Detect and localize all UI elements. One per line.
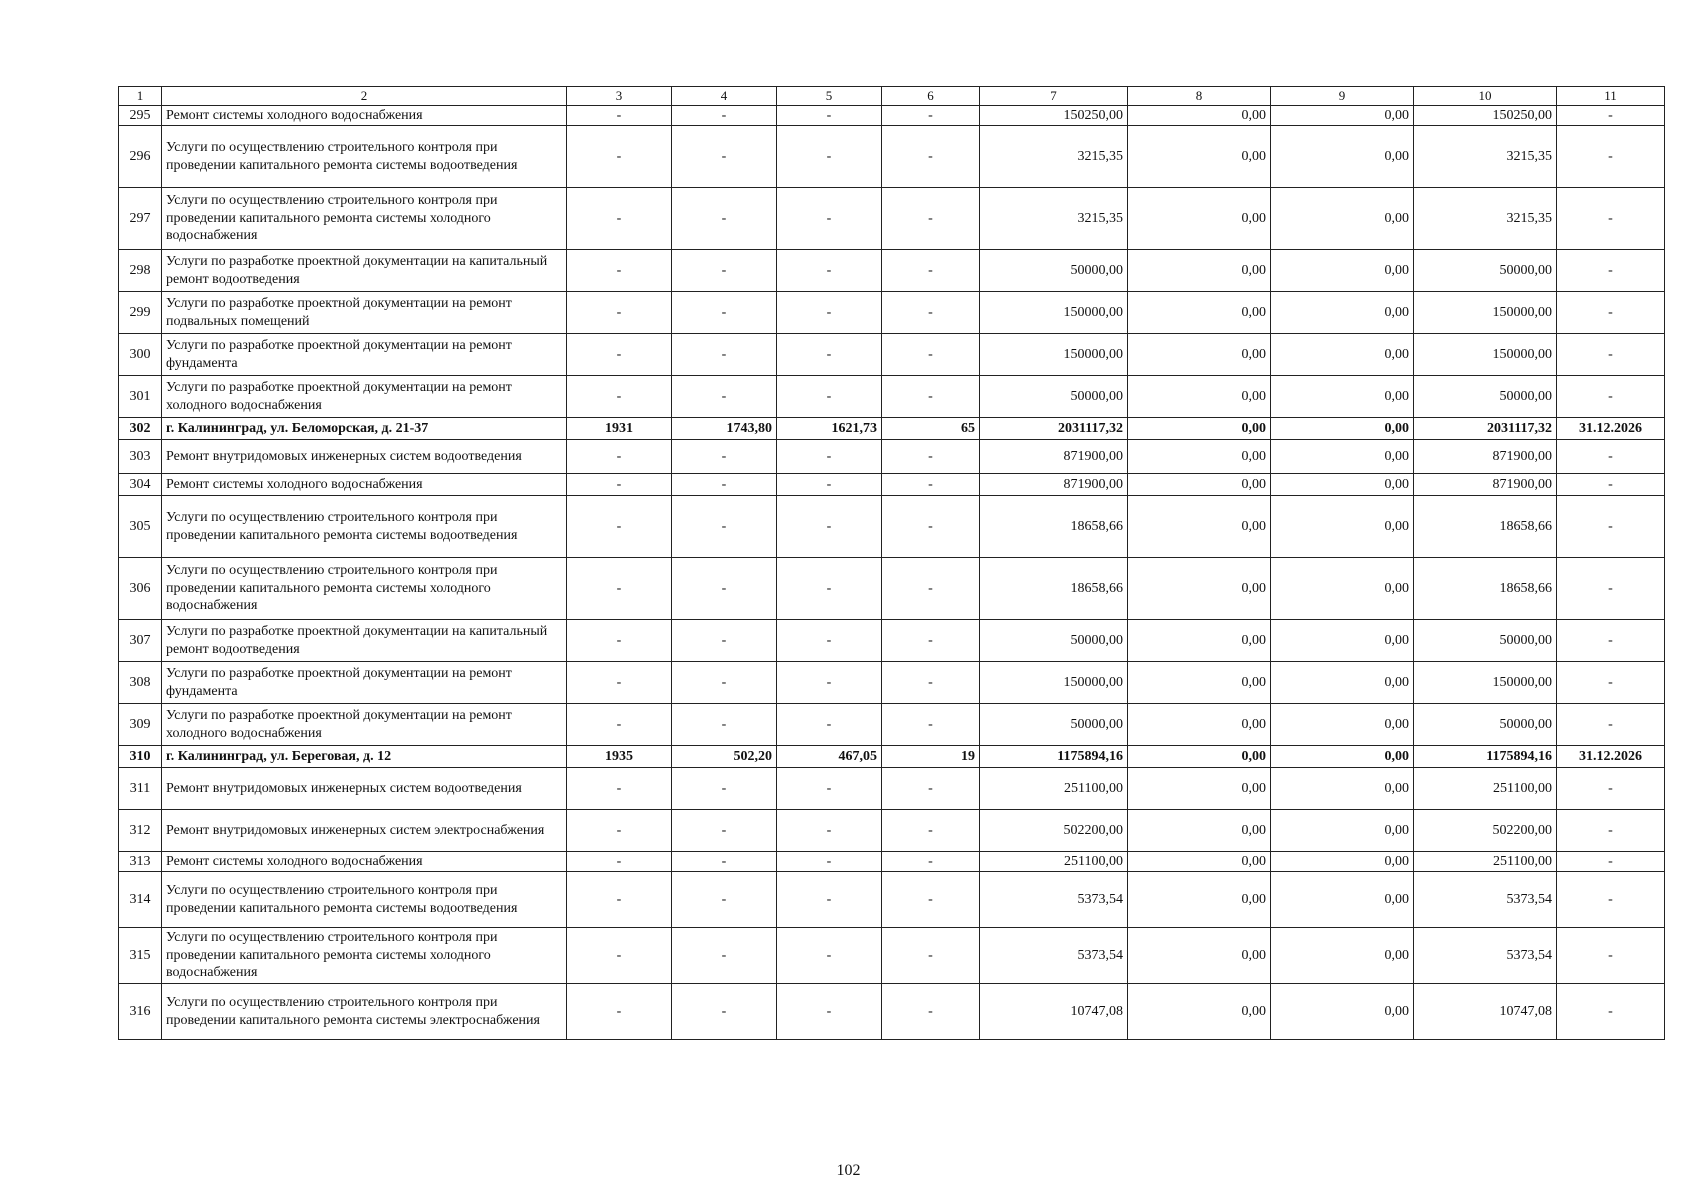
col-7: 150250,00	[980, 106, 1128, 126]
col-10: 150000,00	[1414, 662, 1557, 704]
col-6: -	[882, 474, 980, 496]
col-11: -	[1557, 810, 1665, 852]
page-number: 102	[836, 1162, 861, 1179]
table-row	[119, 496, 1665, 558]
header-cell: 2	[162, 87, 567, 106]
work-name: Услуги по разработке проектной документации на капитальный ремонт водоотведения	[162, 620, 567, 662]
col-5: -	[777, 376, 882, 418]
col-7: 10747,08	[980, 984, 1128, 1040]
col-9: 0,00	[1271, 188, 1414, 250]
address-row	[119, 746, 1665, 768]
col-11: -	[1557, 620, 1665, 662]
col-10: 3215,35	[1414, 126, 1557, 188]
row-number: 301	[119, 376, 162, 418]
col-8: 0,00	[1128, 810, 1271, 852]
col-10: 18658,66	[1414, 496, 1557, 558]
col-11: -	[1557, 474, 1665, 496]
row-number: 296	[119, 126, 162, 188]
col-4: -	[672, 126, 777, 188]
col-5: -	[777, 620, 882, 662]
col-3: -	[567, 852, 672, 872]
col-4: -	[672, 704, 777, 746]
header-cell: 5	[777, 87, 882, 106]
col-9: 0,00	[1271, 126, 1414, 188]
col-9: 0,00	[1271, 376, 1414, 418]
col-6: -	[882, 106, 980, 126]
col-8: 0,00	[1128, 928, 1271, 984]
col-7: 502200,00	[980, 810, 1128, 852]
col-6: -	[882, 334, 980, 376]
col-5: -	[777, 558, 882, 620]
col-6: -	[882, 440, 980, 474]
col-5: 1621,73	[777, 418, 882, 440]
col-8: 0,00	[1128, 984, 1271, 1040]
col-9: 0,00	[1271, 334, 1414, 376]
col-8: 0,00	[1128, 620, 1271, 662]
col-11: -	[1557, 292, 1665, 334]
col-3: -	[567, 984, 672, 1040]
work-name: Услуги по осуществлению строительного контроля при проведении капитального ремонта системы холодного водоснабжения	[162, 188, 567, 250]
col-10: 1175894,16	[1414, 746, 1557, 768]
col-9: 0,00	[1271, 852, 1414, 872]
header-cell: 8	[1128, 87, 1271, 106]
col-6: -	[882, 620, 980, 662]
col-7: 150000,00	[980, 662, 1128, 704]
row-number: 295	[119, 106, 162, 126]
col-8: 0,00	[1128, 872, 1271, 928]
work-name: г. Калининград, ул. Беломорская, д. 21-37	[162, 418, 567, 440]
col-5: -	[777, 440, 882, 474]
col-11: -	[1557, 662, 1665, 704]
row-number: 307	[119, 620, 162, 662]
col-4: -	[672, 376, 777, 418]
col-4: -	[672, 620, 777, 662]
row-number: 312	[119, 810, 162, 852]
col-7: 251100,00	[980, 768, 1128, 810]
table-row	[119, 250, 1665, 292]
col-6: -	[882, 810, 980, 852]
col-9: 0,00	[1271, 746, 1414, 768]
row-number: 310	[119, 746, 162, 768]
col-4: -	[672, 474, 777, 496]
col-10: 150000,00	[1414, 334, 1557, 376]
col-4: -	[672, 188, 777, 250]
table-row	[119, 188, 1665, 250]
column-number-header	[119, 87, 1665, 106]
work-name: г. Калининград, ул. Береговая, д. 12	[162, 746, 567, 768]
table-row	[119, 334, 1665, 376]
col-10: 150000,00	[1414, 292, 1557, 334]
col-5: -	[777, 334, 882, 376]
work-name: Ремонт внутридомовых инженерных систем водоотведения	[162, 440, 567, 474]
table-row	[119, 872, 1665, 928]
col-9: 0,00	[1271, 496, 1414, 558]
header-cell: 9	[1271, 87, 1414, 106]
col-8: 0,00	[1128, 418, 1271, 440]
col-7: 2031117,32	[980, 418, 1128, 440]
col-4: -	[672, 334, 777, 376]
col-4: -	[672, 250, 777, 292]
col-8: 0,00	[1128, 704, 1271, 746]
col-3: -	[567, 126, 672, 188]
col-6: 19	[882, 746, 980, 768]
col-11: -	[1557, 334, 1665, 376]
col-7: 871900,00	[980, 474, 1128, 496]
row-number: 309	[119, 704, 162, 746]
col-5: -	[777, 872, 882, 928]
row-number: 300	[119, 334, 162, 376]
col-5: -	[777, 768, 882, 810]
row-number: 297	[119, 188, 162, 250]
col-7: 50000,00	[980, 250, 1128, 292]
work-name: Услуги по разработке проектной документации на ремонт фундамента	[162, 334, 567, 376]
col-9: 0,00	[1271, 474, 1414, 496]
header-cell: 6	[882, 87, 980, 106]
work-name: Услуги по осуществлению строительного контроля при проведении капитального ремонта системы водоотведения	[162, 872, 567, 928]
col-3: -	[567, 250, 672, 292]
col-8: 0,00	[1128, 496, 1271, 558]
col-7: 18658,66	[980, 496, 1128, 558]
col-3: -	[567, 474, 672, 496]
col-11: -	[1557, 440, 1665, 474]
col-5: -	[777, 474, 882, 496]
col-9: 0,00	[1271, 250, 1414, 292]
header-cell: 4	[672, 87, 777, 106]
col-9: 0,00	[1271, 768, 1414, 810]
address-row	[119, 418, 1665, 440]
table-row	[119, 440, 1665, 474]
col-3: -	[567, 558, 672, 620]
col-10: 502200,00	[1414, 810, 1557, 852]
col-8: 0,00	[1128, 292, 1271, 334]
col-9: 0,00	[1271, 440, 1414, 474]
col-10: 18658,66	[1414, 558, 1557, 620]
header-cell: 1	[119, 87, 162, 106]
col-6: -	[882, 928, 980, 984]
work-name: Услуги по разработке проектной документации на ремонт холодного водоснабжения	[162, 376, 567, 418]
header-cell: 7	[980, 87, 1128, 106]
col-4: -	[672, 496, 777, 558]
col-5: -	[777, 126, 882, 188]
col-3: -	[567, 440, 672, 474]
col-4: -	[672, 810, 777, 852]
col-3: -	[567, 620, 672, 662]
work-name: Услуги по осуществлению строительного контроля при проведении капитального ремонта системы водоотведения	[162, 496, 567, 558]
col-11: -	[1557, 126, 1665, 188]
col-11: -	[1557, 852, 1665, 872]
col-3: 1935	[567, 746, 672, 768]
col-3: -	[567, 376, 672, 418]
work-name: Услуги по осуществлению строительного контроля при проведении капитального ремонта системы холодного водоснабжения	[162, 558, 567, 620]
col-10: 871900,00	[1414, 474, 1557, 496]
col-7: 50000,00	[980, 376, 1128, 418]
col-6: 65	[882, 418, 980, 440]
col-8: 0,00	[1128, 440, 1271, 474]
col-9: 0,00	[1271, 928, 1414, 984]
col-6: -	[882, 126, 980, 188]
work-name: Ремонт системы холодного водоснабжения	[162, 474, 567, 496]
col-4: -	[672, 872, 777, 928]
work-name: Услуги по осуществлению строительного контроля при проведении капитального ремонта системы холодного водоснабжения	[162, 928, 567, 984]
col-7: 50000,00	[980, 704, 1128, 746]
col-8: 0,00	[1128, 746, 1271, 768]
col-4: -	[672, 106, 777, 126]
col-5: -	[777, 852, 882, 872]
col-8: 0,00	[1128, 188, 1271, 250]
col-10: 871900,00	[1414, 440, 1557, 474]
work-name: Услуги по осуществлению строительного контроля при проведении капитального ремонта системы водоотведения	[162, 126, 567, 188]
col-9: 0,00	[1271, 662, 1414, 704]
table-row	[119, 620, 1665, 662]
table-row	[119, 768, 1665, 810]
col-6: -	[882, 872, 980, 928]
col-6: -	[882, 188, 980, 250]
col-8: 0,00	[1128, 376, 1271, 418]
col-4: 1743,80	[672, 418, 777, 440]
col-7: 50000,00	[980, 620, 1128, 662]
header-cell: 3	[567, 87, 672, 106]
work-name: Ремонт внутридомовых инженерных систем водоотведения	[162, 768, 567, 810]
row-number: 299	[119, 292, 162, 334]
col-11: -	[1557, 188, 1665, 250]
table-row	[119, 704, 1665, 746]
col-10: 251100,00	[1414, 852, 1557, 872]
col-3: 1931	[567, 418, 672, 440]
col-11: -	[1557, 872, 1665, 928]
col-6: -	[882, 662, 980, 704]
col-8: 0,00	[1128, 126, 1271, 188]
col-8: 0,00	[1128, 768, 1271, 810]
col-9: 0,00	[1271, 620, 1414, 662]
row-number: 303	[119, 440, 162, 474]
work-name: Ремонт внутридомовых инженерных систем электроснабжения	[162, 810, 567, 852]
col-8: 0,00	[1128, 662, 1271, 704]
col-3: -	[567, 872, 672, 928]
col-5: -	[777, 984, 882, 1040]
col-9: 0,00	[1271, 704, 1414, 746]
col-11: 31.12.2026	[1557, 746, 1665, 768]
col-4: -	[672, 662, 777, 704]
col-3: -	[567, 704, 672, 746]
col-11: -	[1557, 106, 1665, 126]
header-cell: 10	[1414, 87, 1557, 106]
col-11: -	[1557, 768, 1665, 810]
col-4: 502,20	[672, 746, 777, 768]
table-row	[119, 852, 1665, 872]
col-5: -	[777, 704, 882, 746]
col-3: -	[567, 188, 672, 250]
col-11: -	[1557, 496, 1665, 558]
col-10: 50000,00	[1414, 620, 1557, 662]
col-11: -	[1557, 558, 1665, 620]
col-4: -	[672, 928, 777, 984]
work-name: Услуги по разработке проектной документации на ремонт подвальных помещений	[162, 292, 567, 334]
col-11: -	[1557, 984, 1665, 1040]
col-6: -	[882, 704, 980, 746]
table-row	[119, 126, 1665, 188]
col-5: -	[777, 496, 882, 558]
col-3: -	[567, 662, 672, 704]
col-3: -	[567, 334, 672, 376]
col-6: -	[882, 376, 980, 418]
col-4: -	[672, 440, 777, 474]
col-3: -	[567, 768, 672, 810]
col-6: -	[882, 558, 980, 620]
col-6: -	[882, 984, 980, 1040]
col-9: 0,00	[1271, 810, 1414, 852]
row-number: 315	[119, 928, 162, 984]
col-9: 0,00	[1271, 984, 1414, 1040]
table-row	[119, 558, 1665, 620]
row-number: 316	[119, 984, 162, 1040]
col-9: 0,00	[1271, 872, 1414, 928]
col-3: -	[567, 928, 672, 984]
table-row	[119, 928, 1665, 984]
work-name: Услуги по разработке проектной документации на ремонт фундамента	[162, 662, 567, 704]
col-6: -	[882, 250, 980, 292]
col-7: 150000,00	[980, 334, 1128, 376]
col-3: -	[567, 810, 672, 852]
col-10: 3215,35	[1414, 188, 1557, 250]
col-9: 0,00	[1271, 558, 1414, 620]
col-6: -	[882, 852, 980, 872]
col-5: -	[777, 188, 882, 250]
col-7: 5373,54	[980, 872, 1128, 928]
col-11: 31.12.2026	[1557, 418, 1665, 440]
col-8: 0,00	[1128, 558, 1271, 620]
row-number: 308	[119, 662, 162, 704]
col-7: 1175894,16	[980, 746, 1128, 768]
col-11: -	[1557, 928, 1665, 984]
col-5: -	[777, 928, 882, 984]
row-number: 304	[119, 474, 162, 496]
col-8: 0,00	[1128, 474, 1271, 496]
col-10: 2031117,32	[1414, 418, 1557, 440]
col-11: -	[1557, 250, 1665, 292]
col-5: -	[777, 662, 882, 704]
col-4: -	[672, 768, 777, 810]
col-5: -	[777, 250, 882, 292]
col-7: 18658,66	[980, 558, 1128, 620]
col-11: -	[1557, 376, 1665, 418]
col-5: -	[777, 810, 882, 852]
table-row	[119, 662, 1665, 704]
work-name: Услуги по осуществлению строительного контроля при проведении капитального ремонта системы электроснабжения	[162, 984, 567, 1040]
col-4: -	[672, 292, 777, 334]
col-10: 5373,54	[1414, 872, 1557, 928]
work-name: Ремонт системы холодного водоснабжения	[162, 106, 567, 126]
col-6: -	[882, 292, 980, 334]
col-4: -	[672, 852, 777, 872]
col-11: -	[1557, 704, 1665, 746]
col-9: 0,00	[1271, 292, 1414, 334]
row-number: 313	[119, 852, 162, 872]
row-number: 302	[119, 418, 162, 440]
table-row	[119, 810, 1665, 852]
col-10: 50000,00	[1414, 250, 1557, 292]
work-name: Ремонт системы холодного водоснабжения	[162, 852, 567, 872]
header-cell: 11	[1557, 87, 1665, 106]
table-row	[119, 376, 1665, 418]
col-6: -	[882, 768, 980, 810]
col-10: 150250,00	[1414, 106, 1557, 126]
col-10: 251100,00	[1414, 768, 1557, 810]
work-name: Услуги по разработке проектной документации на капитальный ремонт водоотведения	[162, 250, 567, 292]
col-10: 10747,08	[1414, 984, 1557, 1040]
table-row	[119, 474, 1665, 496]
col-7: 5373,54	[980, 928, 1128, 984]
col-7: 3215,35	[980, 188, 1128, 250]
col-3: -	[567, 496, 672, 558]
col-7: 150000,00	[980, 292, 1128, 334]
table-body	[119, 106, 1665, 1040]
col-9: 0,00	[1271, 418, 1414, 440]
row-number: 306	[119, 558, 162, 620]
col-5: -	[777, 106, 882, 126]
col-3: -	[567, 106, 672, 126]
col-10: 50000,00	[1414, 376, 1557, 418]
col-8: 0,00	[1128, 852, 1271, 872]
col-10: 50000,00	[1414, 704, 1557, 746]
col-7: 251100,00	[980, 852, 1128, 872]
repair-schedule-table	[118, 86, 1665, 1040]
row-number: 298	[119, 250, 162, 292]
row-number: 311	[119, 768, 162, 810]
col-7: 871900,00	[980, 440, 1128, 474]
col-6: -	[882, 496, 980, 558]
col-7: 3215,35	[980, 126, 1128, 188]
col-9: 0,00	[1271, 106, 1414, 126]
col-8: 0,00	[1128, 250, 1271, 292]
col-4: -	[672, 984, 777, 1040]
row-number: 305	[119, 496, 162, 558]
row-number: 314	[119, 872, 162, 928]
table-row	[119, 984, 1665, 1040]
col-3: -	[567, 292, 672, 334]
col-5: -	[777, 292, 882, 334]
table-row	[119, 292, 1665, 334]
col-8: 0,00	[1128, 334, 1271, 376]
col-5: 467,05	[777, 746, 882, 768]
work-name: Услуги по разработке проектной документации на ремонт холодного водоснабжения	[162, 704, 567, 746]
col-4: -	[672, 558, 777, 620]
col-8: 0,00	[1128, 106, 1271, 126]
table-row	[119, 106, 1665, 126]
col-10: 5373,54	[1414, 928, 1557, 984]
